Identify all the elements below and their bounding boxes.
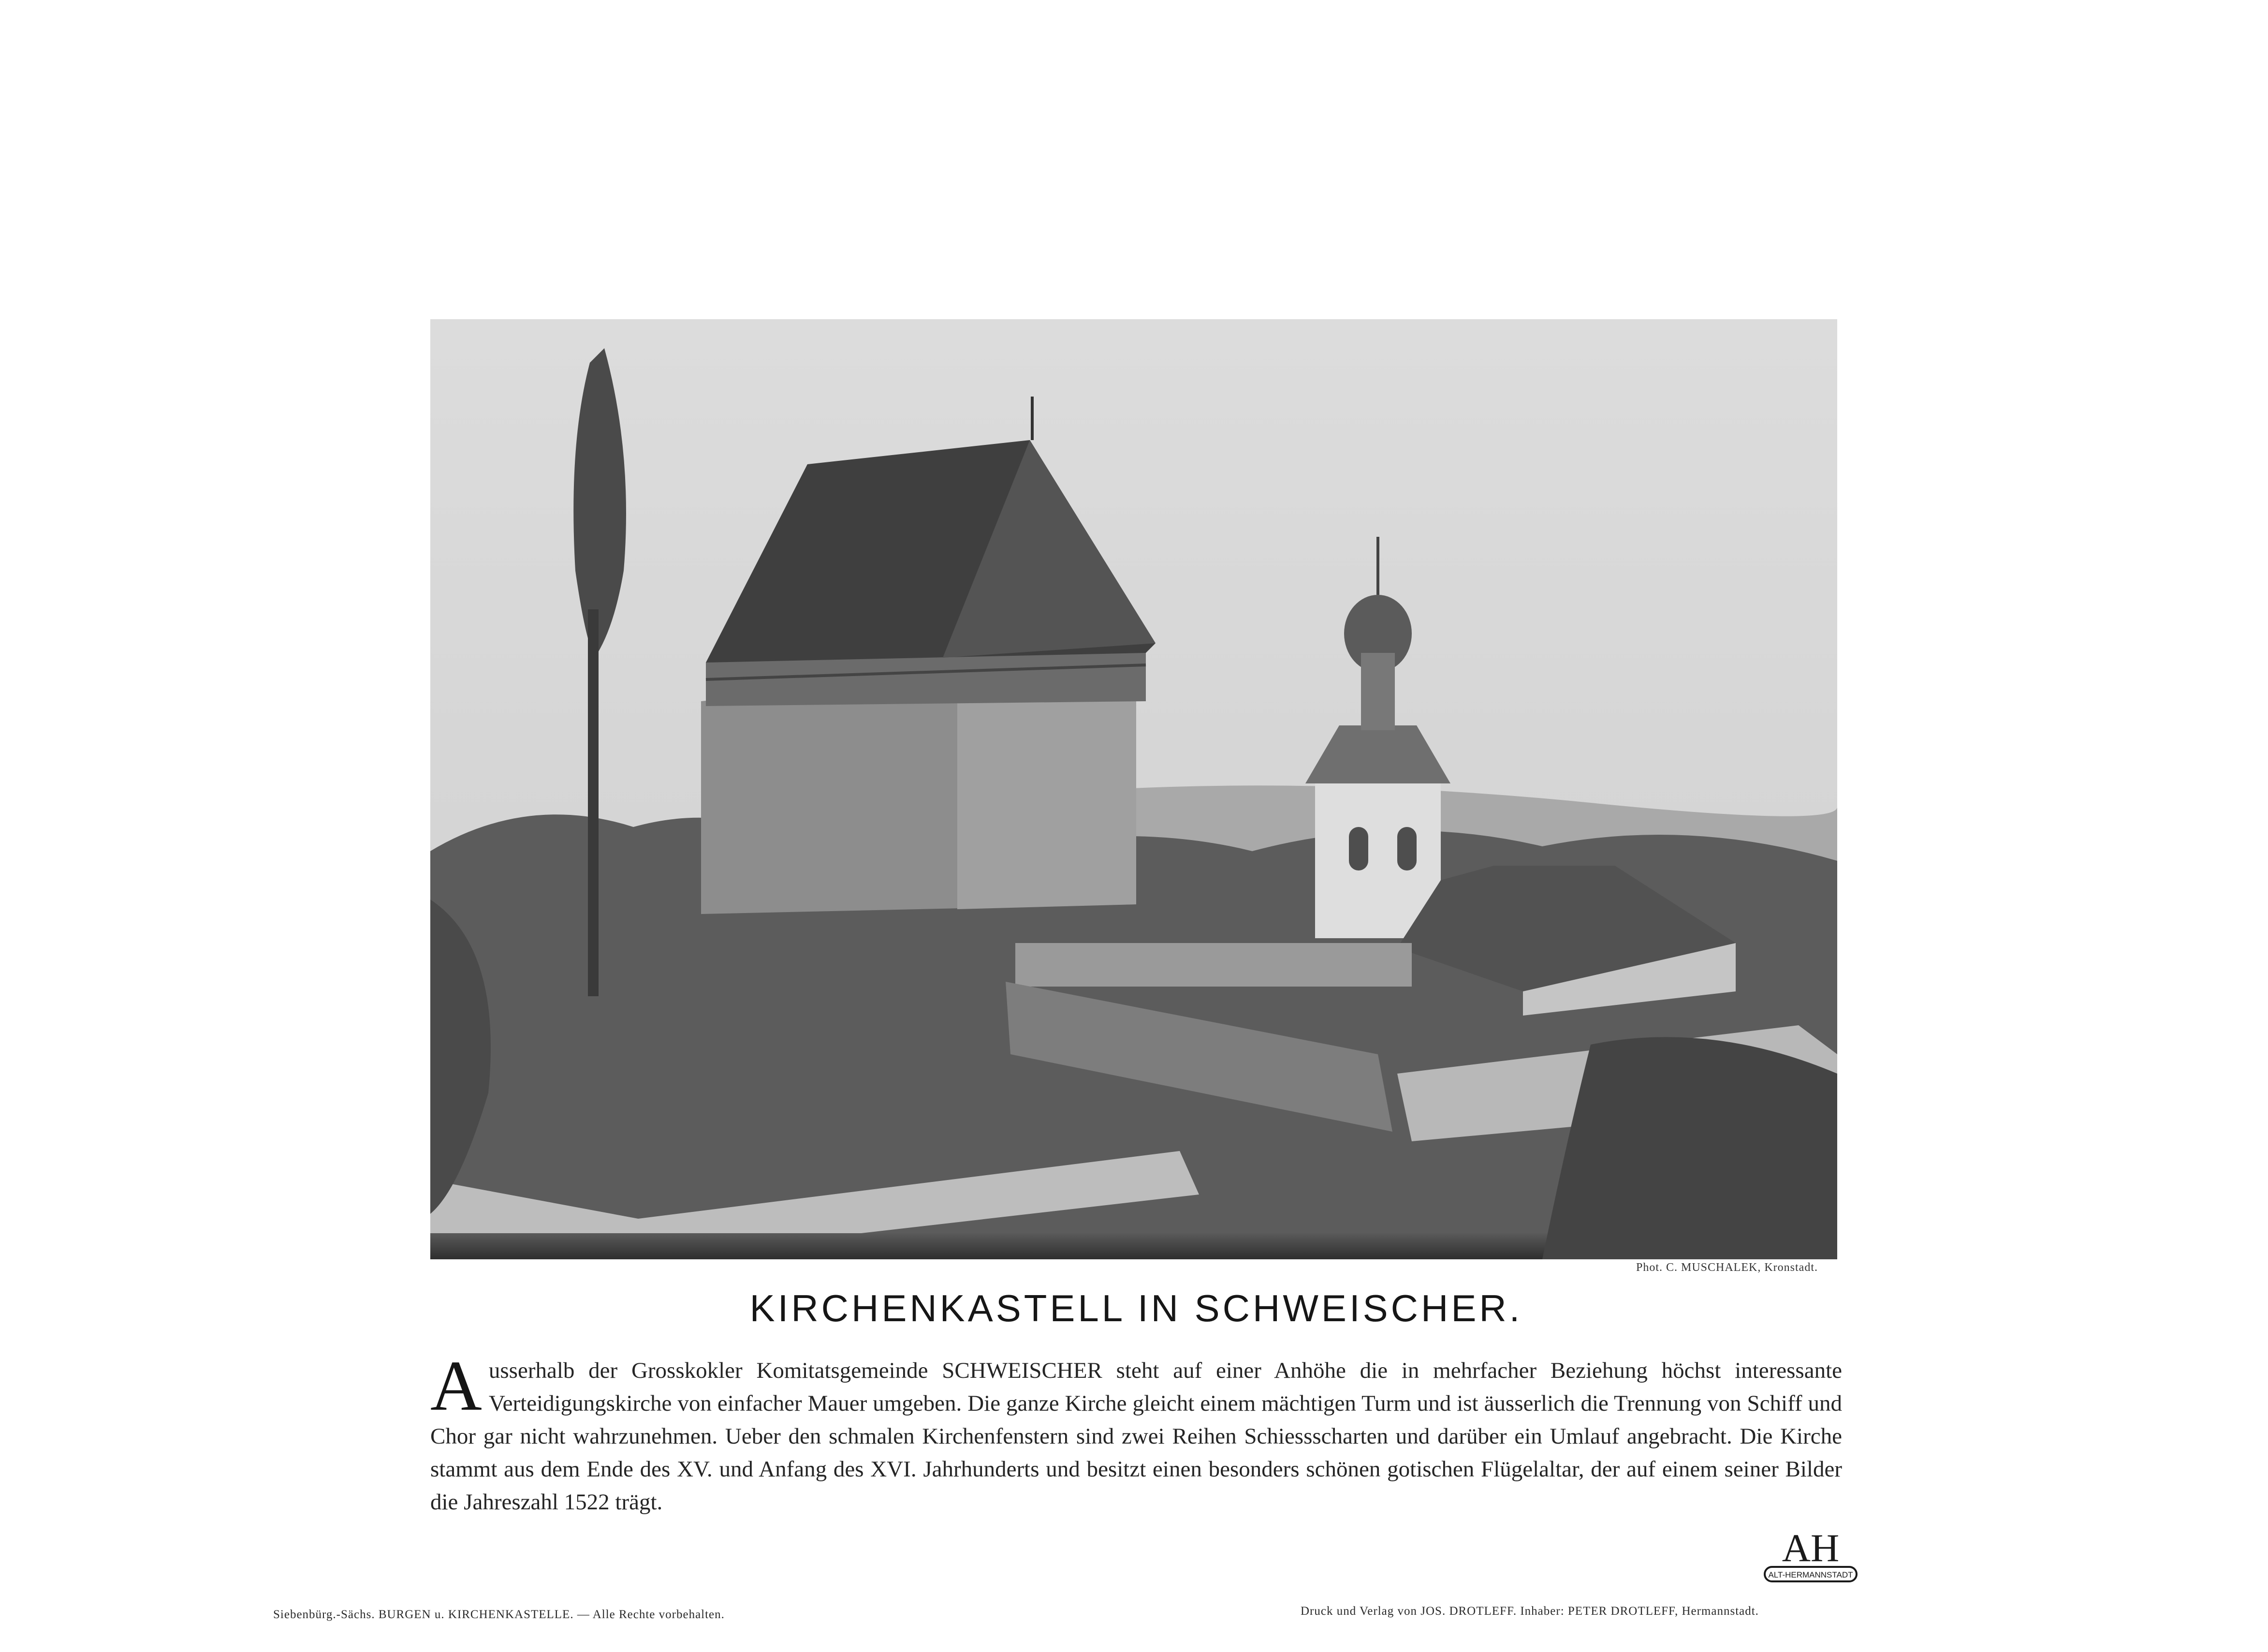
photo-illustration <box>430 319 1837 1259</box>
church-fortress-photo <box>430 319 1837 1259</box>
ring-wall <box>1015 943 1412 987</box>
publisher-logo <box>1760 1523 1861 1586</box>
svg-text:AH: AH <box>1782 1526 1840 1570</box>
photo-credit: Phot. C. MUSCHALEK, Kronstadt. <box>1636 1261 1818 1274</box>
footer-series-note: Siebenbürg.-Sächs. BURGEN u. KIRCHENKASTELLE. — Alle Rechte vorbehalten. <box>273 1608 725 1621</box>
description-body: usserhalb der Grosskokler Komitatsgemeinde SCHWEISCHER steht auf einer Anhöhe die in mehrfacher Beziehung höchst interessante Verteidigungskirche von einfacher Mauer umgeben. Die ganze Kirche gleicht einem mächtigen Turm und ist äusserlich die Trennung von Schiff und Chor gar nicht wahrzunehmen. Ueber den schmalen Kirchenfenstern sind zwei Reihen Schiessscharten und darüber ein Umlauf angebracht. Die Kirche stammt aus dem Ende des XV. und Anfang des XVI. Jahrhunderts und besitzt einen besonders schönen gotischen Flügelaltar, der auf einem seiner Bilder die Jahreszahl 1522 trägt. <box>430 1358 1842 1515</box>
svg-text:ALT-HERMANNSTADT: ALT-HERMANNSTADT <box>1768 1570 1853 1579</box>
drop-cap: A <box>430 1346 482 1426</box>
alt-hermannstadt-logo-icon <box>1760 1523 1861 1586</box>
footer-printer-note: Druck und Verlag von JOS. DROTLEFF. Inhaber: PETER DROTLEFF, Hermannstadt. <box>1301 1605 1759 1618</box>
bell-tower-window <box>1349 827 1368 870</box>
description-text <box>430 1346 1842 1519</box>
page-title: KIRCHENKASTELL IN SCHWEISCHER. <box>749 1287 1523 1329</box>
poplar-trunk <box>588 609 599 996</box>
foreground-shrubs <box>1542 1037 1837 1259</box>
